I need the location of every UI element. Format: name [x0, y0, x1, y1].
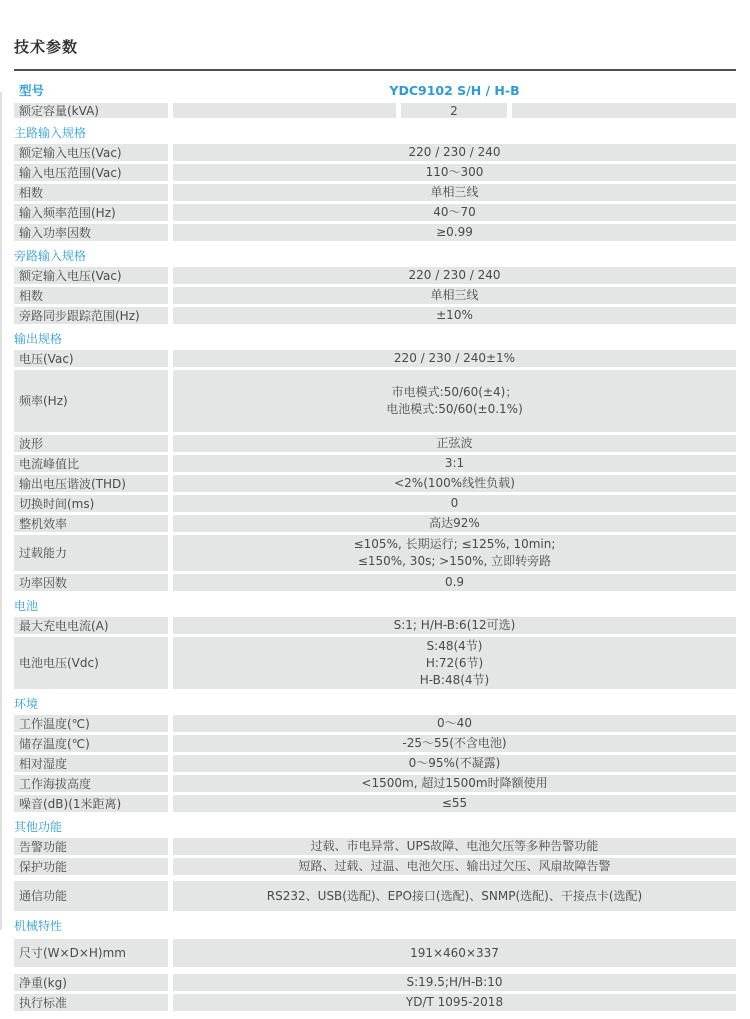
row-label: 频率(Hz) — [14, 370, 168, 432]
row-label: 电压(Vac) — [14, 350, 168, 367]
row-value-line: ≥0.99 — [436, 225, 473, 239]
section-header: 旁路输入规格 — [14, 249, 87, 263]
row-value-line: <1500m, 超过1500m时降额使用 — [361, 776, 548, 790]
row-value-line: 短路、过载、过温、电池欠压、输出过欠压、风扇故障告警 — [298, 859, 611, 873]
table-row — [14, 838, 736, 855]
row-value — [173, 715, 736, 732]
section-header: 主路输入规格 — [14, 126, 87, 140]
table-row — [14, 224, 736, 241]
row-label: 切换时间(ms) — [14, 495, 168, 512]
row-value-line: 正弦波 — [436, 436, 473, 450]
section-header: 机械特性 — [14, 919, 63, 933]
row-label: 旁路同步跟踪范围(Hz) — [14, 307, 168, 324]
row-value-line: 单相三线 — [430, 288, 479, 302]
row-value — [173, 775, 736, 792]
table-row — [14, 755, 736, 772]
row-value-line: RS232、USB(选配)、EPO接口(选配)、SNMP(选配)、干接点卡(选配) — [266, 888, 643, 903]
row-value — [173, 974, 736, 991]
row-value-line: ≤150%, 30s; >150%, 立即转旁路 — [357, 554, 552, 568]
table-row — [14, 144, 736, 161]
table-row — [14, 858, 736, 875]
section-header: 电池 — [14, 599, 39, 613]
row-value — [173, 858, 736, 875]
table-row — [14, 974, 736, 991]
section-header: 环境 — [14, 697, 39, 711]
row-value-line: -25～55(不含电池) — [402, 736, 507, 750]
table-row — [14, 435, 736, 452]
row-value — [173, 267, 736, 284]
table-row — [14, 881, 736, 911]
row-value-line: 过载、市电异常、UPS故障、电池欠压等多种告警功能 — [310, 839, 599, 853]
spec-rows — [14, 103, 736, 1011]
table-row — [14, 715, 736, 732]
table-row — [14, 735, 736, 752]
row-label: 通信功能 — [14, 881, 168, 911]
table-row — [14, 495, 736, 512]
row-value — [173, 164, 736, 181]
row-label: 工作海拔高度 — [14, 775, 168, 792]
row-value — [173, 370, 736, 432]
table-row — [14, 775, 736, 792]
table-row — [14, 184, 736, 201]
row-label: 相数 — [14, 184, 168, 201]
row-value-line: 220 / 230 / 240 — [408, 268, 501, 282]
row-value-line: 市电模式:50/60(±4)； — [391, 385, 518, 399]
row-label: 储存温度(℃) — [14, 735, 168, 752]
row-value-line: YD/T 1095-2018 — [405, 995, 504, 1009]
row-value-line: 高达92% — [429, 516, 480, 530]
row-label: 相对湿度 — [14, 755, 168, 772]
row-value-line: S:48(4节) — [426, 638, 483, 653]
page-edge-artifact — [0, 92, 2, 930]
page-title: 技术参数 — [14, 38, 79, 56]
row-value — [173, 144, 736, 161]
row-label: 告警功能 — [14, 838, 168, 855]
row-value — [173, 184, 736, 201]
row-filler-cell — [173, 103, 396, 118]
row-label: 输入频率范围(Hz) — [14, 204, 168, 221]
row-value-line: 220 / 230 / 240±1% — [393, 351, 516, 365]
table-row — [14, 795, 736, 812]
table-row — [14, 164, 736, 181]
row-value — [173, 307, 736, 324]
row-label: 整机效率 — [14, 515, 168, 532]
row-label: 电流峰值比 — [14, 455, 168, 472]
row-label: 波形 — [14, 435, 168, 452]
row-value-line: <2%(100%线性负载) — [394, 476, 515, 490]
row-label: 过载能力 — [14, 535, 168, 571]
row-label: 输入电压范围(Vac) — [14, 164, 168, 181]
row-label: 执行标准 — [14, 994, 168, 1011]
row-value — [173, 617, 736, 634]
row-value-line: 220 / 230 / 240 — [408, 145, 501, 159]
table-row — [14, 350, 736, 367]
table-row — [14, 617, 736, 634]
row-value-line: 191×460×337 — [410, 945, 499, 960]
row-value-line: ±10% — [436, 308, 473, 322]
row-label: 相数 — [14, 287, 168, 304]
table-row — [14, 267, 736, 284]
row-value — [173, 838, 736, 855]
row-value — [173, 637, 736, 689]
row-value — [173, 939, 736, 967]
model-label: 型号 — [19, 83, 45, 98]
table-row — [14, 574, 736, 591]
section-header: 其他功能 — [14, 820, 63, 834]
row-value — [173, 755, 736, 772]
row-value — [173, 475, 736, 492]
table-row — [14, 103, 736, 118]
table-row — [14, 994, 736, 1011]
row-label: 功率因数 — [14, 574, 168, 591]
row-value-line: S:19.5;H/H-B:10 — [406, 975, 503, 989]
row-label: 输入功率因数 — [14, 224, 168, 241]
row-value — [173, 455, 736, 472]
row-label: 工作温度(℃) — [14, 715, 168, 732]
row-value — [173, 881, 736, 911]
row-label: 净重(kg) — [14, 974, 168, 991]
table-row — [14, 637, 736, 689]
title-divider — [14, 69, 736, 71]
table-row — [14, 939, 736, 967]
table-row — [14, 307, 736, 324]
row-value-line: H-B:48(4节) — [419, 672, 490, 687]
row-value — [173, 495, 736, 512]
row-label: 尺寸(W×D×H)mm — [14, 939, 168, 967]
spec-table — [14, 81, 736, 1011]
row-value — [173, 287, 736, 304]
table-row — [14, 475, 736, 492]
row-value-line: S:1; H/H-B:6(12可选) — [393, 618, 516, 632]
table-row — [14, 370, 736, 432]
row-label: 输出电压谐波(THD) — [14, 475, 168, 492]
row-value-line: H:72(6节) — [425, 655, 484, 670]
model-row — [14, 81, 736, 99]
row-value — [173, 435, 736, 452]
row-value-line: 110～300 — [425, 165, 484, 179]
section-header: 输出规格 — [14, 332, 63, 346]
row-filler-cell — [512, 103, 736, 118]
row-label: 额定输入电压(Vac) — [14, 144, 168, 161]
row-value-line: 0 — [450, 496, 459, 510]
row-value-line: 40～70 — [433, 205, 476, 219]
row-label: 噪音(dB)(1米距离) — [14, 795, 168, 812]
row-value-line: ≤55 — [441, 796, 468, 810]
row-value — [173, 515, 736, 532]
row-label: 电池电压(Vdc) — [14, 637, 168, 689]
row-value — [173, 350, 736, 367]
row-value — [173, 735, 736, 752]
table-row — [14, 204, 736, 221]
row-value — [173, 535, 736, 571]
row-value: 2 — [401, 103, 507, 118]
row-label: 保护功能 — [14, 858, 168, 875]
row-value-line: 单相三线 — [430, 185, 479, 199]
table-row — [14, 515, 736, 532]
row-label: 最大充电电流(A) — [14, 617, 168, 634]
row-value — [173, 994, 736, 1011]
model-value: YDC9102 S/H / H-B — [389, 82, 520, 98]
row-value-line: 电池模式:50/60(±0.1%) — [386, 402, 523, 416]
table-row — [14, 455, 736, 472]
row-label: 额定容量(kVA) — [14, 103, 168, 118]
row-value — [173, 795, 736, 812]
row-value — [173, 204, 736, 221]
row-value-line: 0.9 — [444, 575, 465, 589]
row-value — [173, 574, 736, 591]
row-value-line: 0～40 — [437, 716, 472, 730]
row-value-line: ≤105%, 长期运行; ≤125%, 10min; — [353, 537, 556, 551]
table-row — [14, 535, 736, 571]
row-value-line: 0～95%(不凝露) — [408, 756, 501, 770]
row-value-line: 3:1 — [444, 456, 465, 470]
row-label: 额定输入电压(Vac) — [14, 267, 168, 284]
row-value — [173, 224, 736, 241]
table-row — [14, 287, 736, 304]
